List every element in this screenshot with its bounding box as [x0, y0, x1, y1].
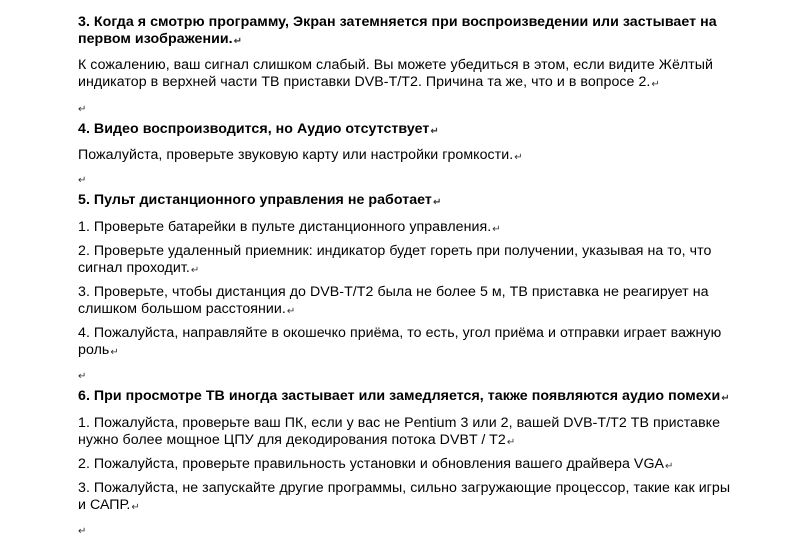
paragraph-mark-icon: ↵ [286, 306, 296, 317]
section-5-paragraph-3-line-2: слишком большом расстоянии.↵ [78, 301, 296, 317]
section-6-paragraph-3-line-1: 3. Пожалуйста, не запускайте другие программы, сильно загружающие процессор, такие как игры [78, 480, 731, 496]
paragraph-mark-icon: ↵ [78, 175, 87, 186]
paragraph-mark-icon: ↵ [651, 79, 660, 90]
empty-paragraph-line [78, 170, 86, 187]
section-6-heading-line-1: 6. При просмотре ТВ иногда застывает или замедляется, также появляются аудио помехи↵ [78, 388, 730, 404]
section-5-paragraph-4-line-2: роль↵ [78, 342, 119, 358]
paragraph-mark-icon: ↵ [78, 104, 87, 115]
section-6-paragraph-2-line-1: 2. Пожалуйста, проверьте правильность установки и обновления вашего драйвера VGA↵ [78, 456, 674, 472]
section-5-paragraph-2-line-1: 2. Проверьте удаленный приемник: индикатор будет гореть при получении, указывая на то, что [78, 243, 712, 259]
section-5-paragraph-2-line-2: сигнал проходит.↵ [78, 260, 200, 276]
paragraph-mark-icon: ↵ [430, 126, 439, 137]
paragraph-mark-icon: ↵ [665, 461, 674, 472]
section-3-heading-line-2: первом изображении.↵ [78, 31, 243, 47]
section-5-paragraph-1-line-1: 1. Проверьте батарейки в пульте дистанционного управления.↵ [78, 219, 501, 235]
section-5-paragraph-4-line-1: 4. Пожалуйста, направляйте в окошечко приёма, то есть, угол приёма и отправки играет важную [78, 325, 722, 341]
paragraph-mark-icon: ↵ [78, 371, 87, 382]
paragraph-mark-icon: ↵ [78, 526, 87, 537]
section-4-heading-line-1: 4. Видео воспроизводится, но Аудио отсутствует↵ [78, 121, 439, 137]
section-6-paragraph-3-line-2: и САПР.↵ [78, 497, 140, 513]
section-3-paragraph-1-line-2: индикатор в верхней части ТВ приставки DVB-T/T2. Причина та же, что и в вопросе 2.↵ [78, 74, 660, 90]
paragraph-mark-icon: ↵ [110, 347, 119, 358]
paragraph-mark-icon: ↵ [131, 502, 140, 513]
empty-paragraph-line [78, 99, 86, 116]
section-6-paragraph-1-line-1: 1. Пожалуйста, проверьте ваш ПК, если у вас не Pentium 3 или 2, вашей DVB-T/T2 ТВ приставке [78, 415, 721, 431]
section-3-heading-line-1: 3. Когда я смотрю программу, Экран затемняется при воспроизведении или застывает на [78, 14, 717, 30]
paragraph-mark-icon: ↵ [506, 437, 516, 448]
empty-paragraph-line [78, 366, 86, 383]
paragraph-mark-icon: ↵ [432, 197, 442, 208]
paragraph-mark-icon: ↵ [492, 224, 501, 235]
section-3-paragraph-1-line-1: К сожалению, ваш сигнал слишком слабый. Вы можете убедиться в этом, если видите Жёлтый [78, 57, 713, 73]
section-6-paragraph-1-line-2: нужно более мощное ЦПУ для декодирования потока DVBT / T2↵ [78, 432, 516, 448]
section-5-paragraph-3-line-1: 3. Проверьте, чтобы дистанция до DVB-T/T2 была не более 5 м, ТВ приставка не реагирует на [78, 284, 709, 300]
paragraph-mark-icon: ↵ [190, 265, 200, 276]
section-5-heading-line-1: 5. Пульт дистанционного управления не работает↵ [78, 192, 442, 208]
section-4-paragraph-1-line-1: Пожалуйста, проверьте звуковую карту или настройки громкости.↵ [78, 147, 523, 163]
paragraph-mark-icon: ↵ [514, 152, 523, 163]
paragraph-mark-icon: ↵ [721, 393, 730, 404]
paragraph-mark-icon: ↵ [233, 36, 243, 47]
empty-paragraph-line [78, 521, 86, 538]
